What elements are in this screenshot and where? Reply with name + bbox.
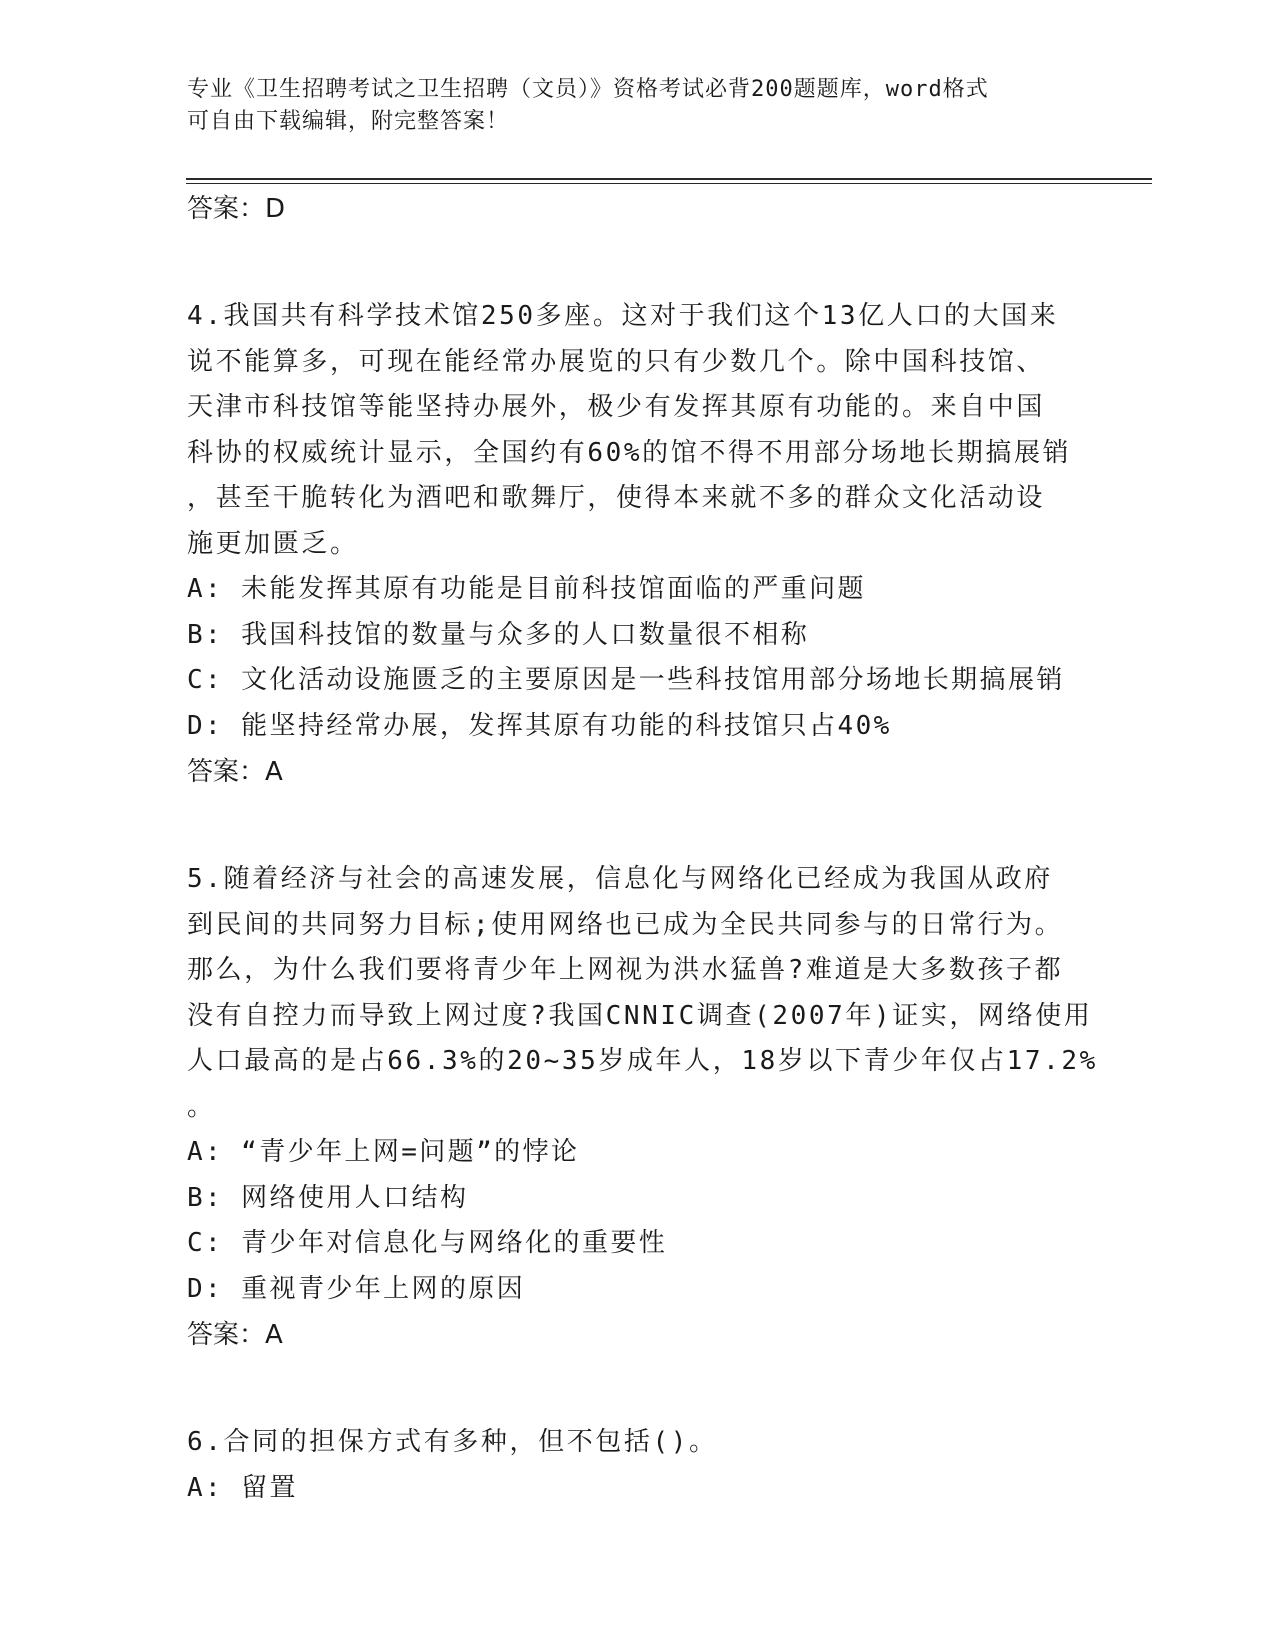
page-header bbox=[187, 74, 1067, 138]
header-divider-thin bbox=[186, 183, 1152, 184]
option-c: C: 青少年对信息化与网络化的重要性 bbox=[187, 1228, 668, 1258]
header-line: 可自由下载编辑，附完整答案！ bbox=[187, 109, 510, 134]
question-text-line: 科协的权威统计显示，全国约有60%的馆不得不用部分场地长期搞展销 bbox=[187, 437, 1072, 468]
answer-line: 答案：A bbox=[187, 1320, 283, 1350]
answer-line: 答案：A bbox=[187, 757, 283, 787]
answer-line: 答案：D bbox=[187, 194, 286, 224]
question-text-line: 那么，为什么我们要将青少年上网视为洪水猛兽?难道是大多数孩子都 bbox=[187, 955, 1064, 985]
spacer bbox=[187, 795, 1087, 857]
option-a: A: “青少年上网=问题”的悖论 bbox=[187, 1137, 580, 1167]
option-d: D: 能坚持经常办展，发挥其原有功能的科技馆只占40% bbox=[187, 710, 892, 741]
question-list bbox=[187, 186, 1098, 1511]
question-block-6 bbox=[187, 1420, 1087, 1511]
option-a: A: 留置 bbox=[187, 1472, 298, 1503]
question-text-line: 施更加匮乏。 bbox=[187, 528, 359, 559]
spacer bbox=[187, 1358, 1087, 1420]
option-c: C: 文化活动设施匮乏的主要原因是一些科技馆用部分场地长期搞展销 bbox=[187, 665, 1065, 695]
header-divider-thick bbox=[186, 178, 1152, 180]
option-b: B: 我国科技馆的数量与众多的人口数量很不相称 bbox=[187, 619, 810, 650]
question-text-line: 人口最高的是占66.3%的20~35岁成年人，18岁以下青少年仅占17.2% bbox=[187, 1046, 1098, 1076]
question-text-line: ，甚至干脆转化为酒吧和歌舞厅，使得本来就不多的群众文化活动设 bbox=[187, 483, 1046, 513]
question-text-line: 天津市科技馆等能坚持办展外，极少有发挥其原有功能的。来自中国 bbox=[187, 392, 1046, 422]
option-d: D: 重视青少年上网的原因 bbox=[187, 1273, 526, 1304]
question-text-line: 没有自控力而导致上网过度?我国CNNIC调查(2007年)证实，网络使用 bbox=[187, 1000, 1093, 1031]
question-block-5 bbox=[187, 857, 1098, 1358]
spacer bbox=[187, 232, 1087, 294]
question-text-line: 6.合同的担保方式有多种，但不包括()。 bbox=[187, 1427, 718, 1457]
question-text-line: 说不能算多，可现在能经常办展览的只有少数几个。除中国科技馆、 bbox=[187, 346, 1046, 377]
question-text-line: 。 bbox=[187, 1091, 216, 1122]
question-text-line: 4.我国共有科学技术馆250多座。这对于我们这个13亿人口的大国来 bbox=[187, 301, 1059, 331]
question-text-line: 5.随着经济与社会的高速发展，信息化与网络化已经成为我国从政府 bbox=[187, 864, 1053, 894]
question-text-line: 到民间的共同努力目标;使用网络也已成为全民共同参与的日常行为。 bbox=[187, 909, 1064, 940]
option-a: A: 未能发挥其原有功能是目前科技馆面临的严重问题 bbox=[187, 574, 866, 604]
header-line: 专业《卫生招聘考试之卫生招聘（文员）》资格考试必背200题题库，word格式 bbox=[187, 77, 989, 102]
question-block-4 bbox=[187, 294, 1087, 795]
option-b: B: 网络使用人口结构 bbox=[187, 1182, 469, 1213]
